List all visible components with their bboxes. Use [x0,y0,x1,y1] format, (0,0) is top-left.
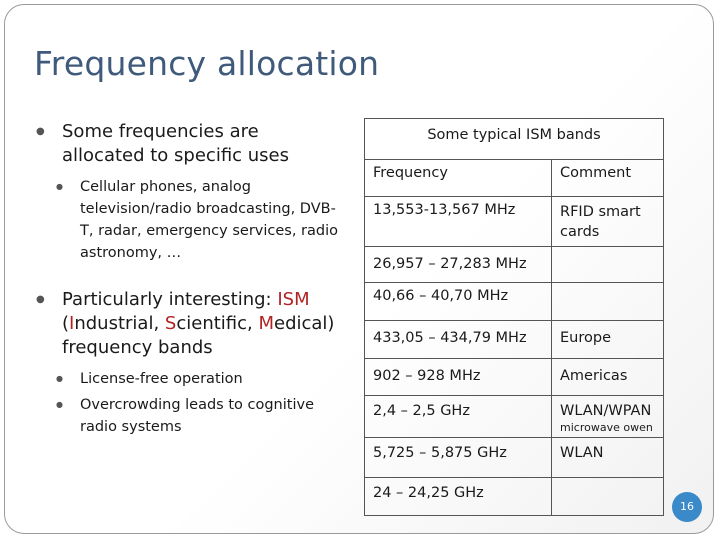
cell-comment: RFID smart cards [552,197,664,247]
bullet-1-sub-1 [26,176,346,264]
cell-frequency: 5,725 – 5,875 GHz [365,438,552,478]
table-header-row [365,160,664,197]
ism-term: ISM [277,289,310,310]
table-row [365,438,664,478]
header-comment: Comment [552,160,664,197]
cell-frequency: 26,957 – 27,283 MHz [365,247,552,283]
cell-frequency: 13,553-13,567 MHz [365,197,552,247]
cell-comment [552,396,664,438]
cell-frequency: 24 – 24,25 GHz [365,478,552,516]
cell-comment: WLAN [552,438,664,478]
bullet-list [26,120,346,438]
table-row [365,478,664,516]
bullet-2-text: Particularly interesting: ISM (Industrial, Scientific, Medical) frequency bands [62,289,335,358]
bullet-2 [26,288,346,360]
cell-comment [552,478,664,516]
table-row [365,321,664,359]
bullet-1-text: Some frequencies are allocated to specific uses [62,121,290,166]
table-row [365,396,664,438]
cell-comment: Americas [552,359,664,396]
page-number-badge: 16 [672,492,702,522]
sub-bullet-dot-icon: ● [56,400,63,409]
bullet-1 [26,120,346,168]
cell-comment [552,247,664,283]
header-frequency: Frequency [365,160,552,197]
sub-bullet-dot-icon: ● [56,374,63,383]
bullet-1-sub-1-text: Cellular phones, analog television/radio broadcasting, DVB-T, radar, emergency services, radio astronomy, … [80,179,339,261]
sub-bullet-dot-icon: ● [56,182,63,191]
table-row [365,359,664,396]
cell-comment [552,283,664,321]
cell-comment-text: WLAN/WPAN [560,403,652,419]
bullet-2-sub-2 [26,394,346,438]
slide-title: Frequency allocation [34,44,380,83]
cell-comment-note: microwave owen [560,421,653,434]
table-caption-row [365,119,664,160]
bullet-2-sub-1 [26,368,346,390]
bullet-2-sub-2-text: Overcrowding leads to cognitive radio systems [80,397,314,435]
table-caption: Some typical ISM bands [365,119,664,160]
cell-frequency: 40,66 – 40,70 MHz [365,283,552,321]
bullet-dot-icon: ● [36,126,45,137]
bullet-2-sub-1-text: License-free operation [80,371,243,387]
cell-frequency: 2,4 – 2,5 GHz [365,396,552,438]
table-row [365,247,664,283]
table-row [365,283,664,321]
cell-frequency: 433,05 – 434,79 MHz [365,321,552,359]
bullet-dot-icon: ● [36,294,45,305]
cell-frequency: 902 – 928 MHz [365,359,552,396]
table-row [365,197,664,247]
cell-comment: Europe [552,321,664,359]
ism-bands-table [364,118,664,516]
